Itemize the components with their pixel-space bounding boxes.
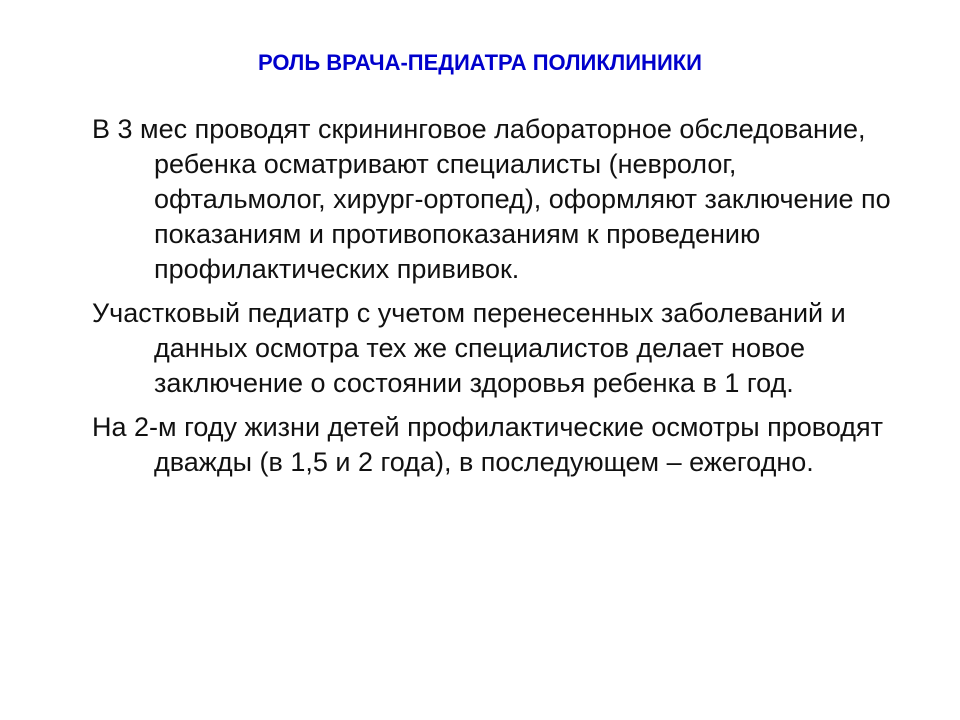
paragraph-second-year-checkups: На 2-м году жизни детей профилактические осмотры проводят дважды (в 1,5 и 2 года), в последующем – ежегодно. [92, 412, 884, 477]
paragraph-screening: В 3 мес проводят скрининговое лабораторное обследование, ребенка осматривают специалисты (невролог, офтальмолог, хирург-ортопед), оформляют заключение по показаниям и противопоказаниям к проведению профилактических прививок. [92, 114, 891, 284]
slide-body [92, 112, 892, 489]
slide-title: РОЛЬ ВРАЧА-ПЕДИАТРА ПОЛИКЛИНИКИ [257, 50, 702, 75]
paragraph-pediatrician-conclusion: Участковый педиатр с учетом перенесенных заболеваний и данных осмотра тех же специалистов делает новое заключение о состоянии здоровья ребенка в 1 год. [92, 298, 846, 398]
